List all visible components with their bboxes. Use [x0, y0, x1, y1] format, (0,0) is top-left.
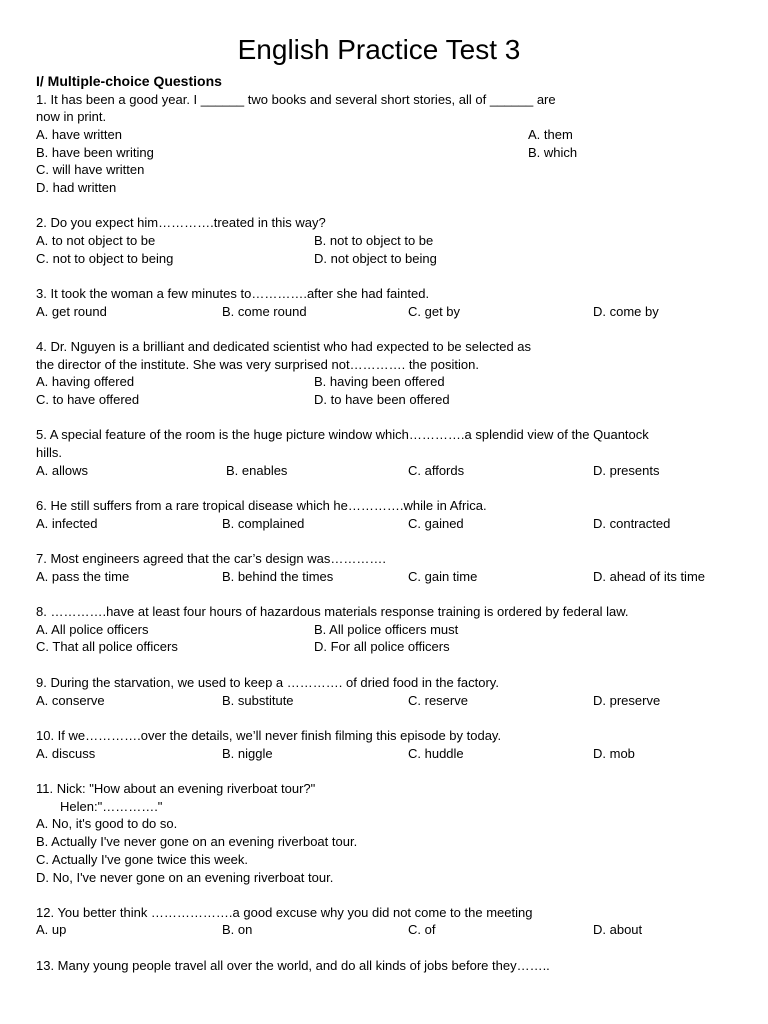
q1-stem-line2: now in print.	[36, 109, 107, 124]
q2-option-b: B. not to object to be	[314, 233, 434, 248]
q8-option-b: B. All police officers must	[314, 622, 459, 637]
q11-option-d: D. No, I've never gone on an evening riverboat tour.	[36, 870, 334, 885]
q6-stem: 6. He still suffers from a rare tropical disease which he………….while in Africa.	[36, 498, 487, 513]
q3-stem: 3. It took the woman a few minutes to………….after she had fainted.	[36, 286, 430, 301]
q4-option-b: B. having been offered	[314, 374, 445, 389]
q8-option-d: D. For all police officers	[314, 639, 450, 654]
q8-stem: 8. ………….have at least four hours of hazardous materials response training is ordered by federal law.	[36, 604, 629, 619]
q12-option-a: A. up	[36, 922, 67, 937]
q12-option-b: B. on	[222, 922, 253, 937]
q9-option-c: C. reserve	[408, 693, 468, 708]
q3-option-b: B. come round	[222, 304, 307, 319]
q1-option-a: A. have written	[36, 127, 122, 142]
q10-option-a: A. discuss	[36, 746, 96, 761]
q11-option-a: A. No, it's good to do so.	[36, 816, 178, 831]
q12-option-d: D. about	[593, 922, 643, 937]
q5-option-a: A. allows	[36, 463, 89, 478]
q1-option-b2: B. which	[528, 145, 578, 160]
q7-option-c: C. gain time	[408, 569, 478, 584]
q5-stem-line2: hills.	[36, 445, 63, 460]
section-heading: I/ Multiple-choice Questions	[36, 73, 222, 89]
q13-stem: 13. Many young people travel all over the world, and do all kinds of jobs before they……..	[36, 958, 550, 973]
q3-option-d: D. come by	[593, 304, 659, 319]
q7-option-b: B. behind the times	[222, 569, 334, 584]
q1-option-a2: A. them	[528, 127, 573, 142]
q9-stem: 9. During the starvation, we used to keep a …………. of dried food in the factory.	[36, 675, 499, 690]
q12-option-c: C. of	[408, 922, 436, 937]
q9-option-d: D. preserve	[593, 693, 661, 708]
q3-option-c: C. get by	[408, 304, 461, 319]
q4-option-d: D. to have been offered	[314, 392, 450, 407]
q2-option-c: C. not to object to being	[36, 251, 174, 266]
q5-option-b: B. enables	[226, 463, 288, 478]
q12-stem: 12. You better think ……………….a good excuse why you did not come to the meeting	[36, 905, 533, 920]
q11-option-b: B. Actually I've never gone on an evening riverboat tour.	[36, 834, 358, 849]
q7-option-a: A. pass the time	[36, 569, 130, 584]
q6-option-c: C. gained	[408, 516, 464, 531]
q7-stem: 7. Most engineers agreed that the car’s design was………….	[36, 551, 386, 566]
q5-option-c: C. affords	[408, 463, 465, 478]
q2-option-a: A. to not object to be	[36, 233, 156, 248]
q1-stem-line1: 1. It has been a good year. I ______ two books and several short stories, all of ______ are	[36, 92, 556, 107]
q6-option-d: D. contracted	[593, 516, 671, 531]
q10-option-b: B. niggle	[222, 746, 273, 761]
q11-stem-line1: 11. Nick: "How about an evening riverboat tour?"	[36, 781, 316, 796]
q10-stem: 10. If we………….over the details, we’ll never finish filming this episode by today.	[36, 728, 502, 743]
page-title: English Practice Test 3	[237, 34, 521, 65]
q7-option-d: D. ahead of its time	[593, 569, 705, 584]
q11-option-c: C. Actually I've gone twice this week.	[36, 852, 249, 867]
q2-option-d: D. not object to being	[314, 251, 437, 266]
q5-stem-line1: 5. A special feature of the room is the huge picture window which………….a splendid view of the Quantock	[36, 427, 649, 442]
q1-option-d: D. had written	[36, 180, 117, 195]
q3-option-a: A. get round	[36, 304, 107, 319]
q1-option-c: C. will have written	[36, 162, 145, 177]
q4-stem-line2: the director of the institute. She was very surprised not…………. the position.	[36, 357, 479, 372]
q9-option-b: B. substitute	[222, 693, 294, 708]
q8-option-c: C. That all police officers	[36, 639, 178, 654]
q10-option-c: C. huddle	[408, 746, 464, 761]
q2-stem: 2. Do you expect him………….treated in this way?	[36, 215, 326, 230]
q5-option-d: D. presents	[593, 463, 660, 478]
q4-stem-line1: 4. Dr. Nguyen is a brilliant and dedicated scientist who had expected to be selected as	[36, 339, 532, 354]
q4-option-a: A. having offered	[36, 374, 135, 389]
q9-option-a: A. conserve	[36, 693, 105, 708]
q1-option-b: B. have been writing	[36, 145, 154, 160]
q6-option-a: A. infected	[36, 516, 98, 531]
q11-stem-line2: Helen:"…………."	[60, 799, 163, 814]
q6-option-b: B. complained	[222, 516, 305, 531]
q4-option-c: C. to have offered	[36, 392, 140, 407]
q10-option-d: D. mob	[593, 746, 635, 761]
q8-option-a: A. All police officers	[36, 622, 149, 637]
